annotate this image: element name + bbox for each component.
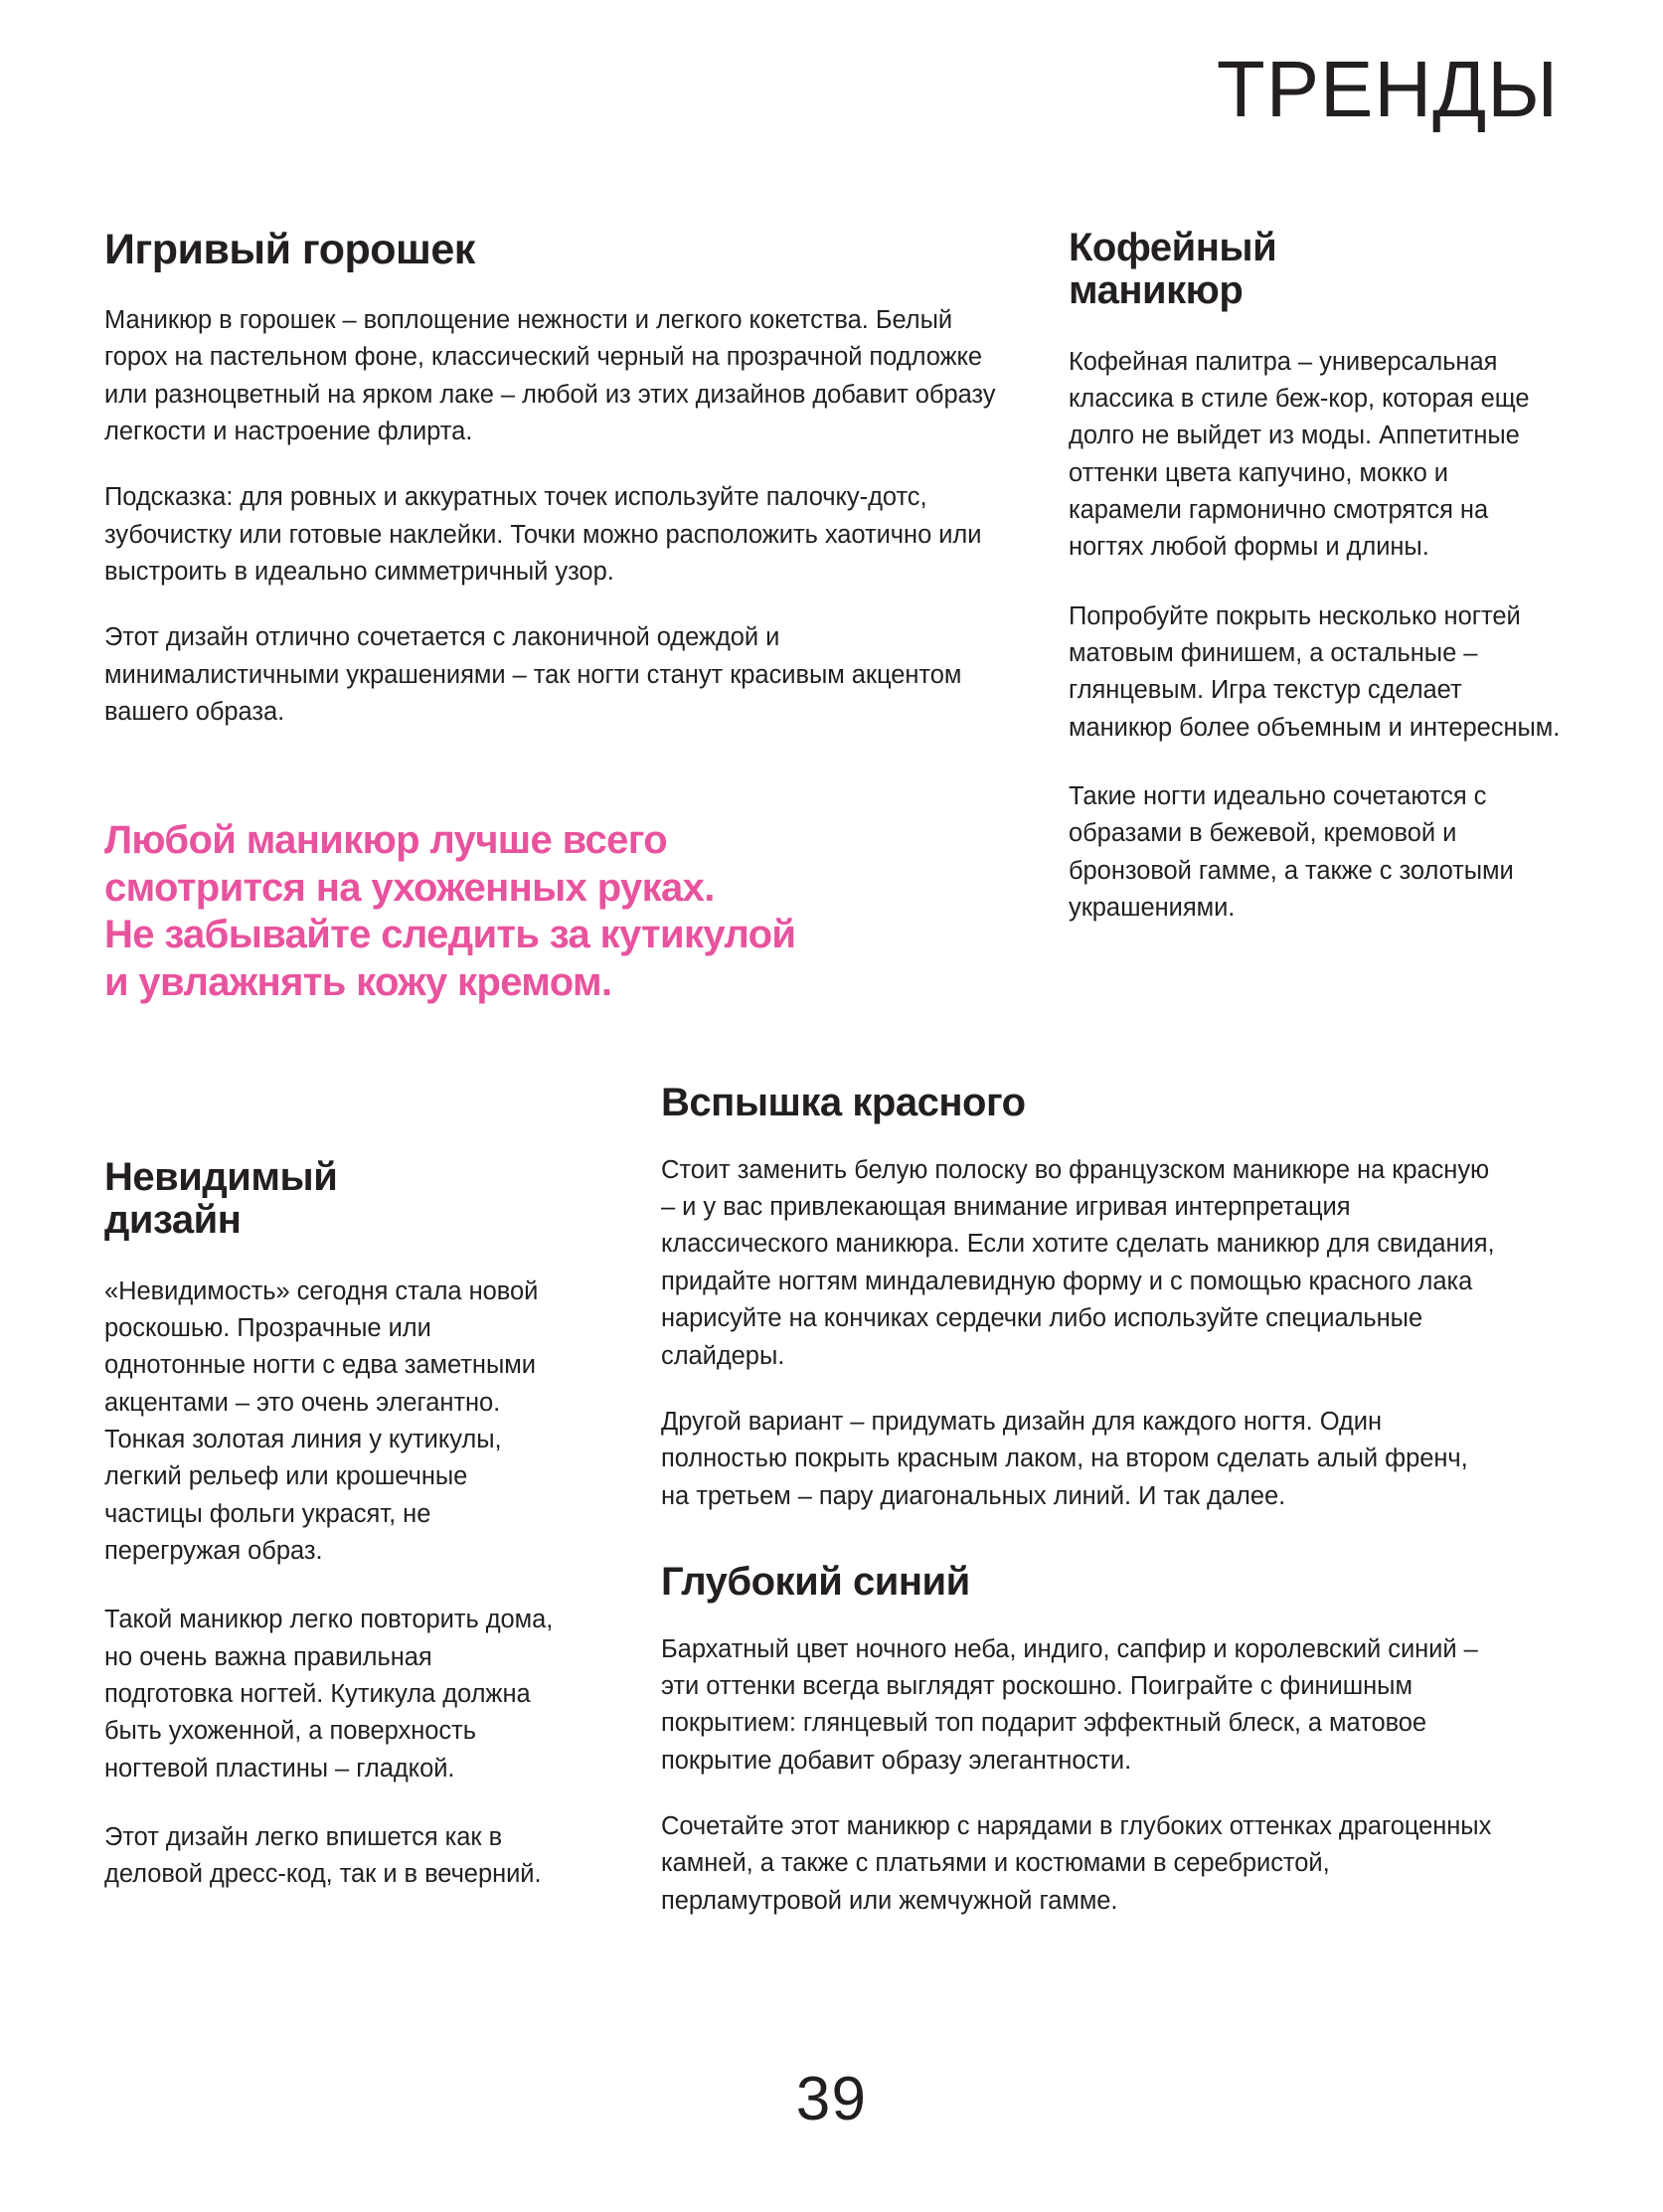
polka-dots-heading: Игривый горошек [104,226,475,273]
coffee-paragraph-2: Попробуйте покрыть несколько ногтей матовым финишем, а остальные – глянцевым. Игра текстур сделает маникюр более объемным и интересным. [1069,601,1561,742]
page-header [1216,45,1559,133]
coffee-heading-line-1: Кофейный [1069,226,1277,269]
callout-line-3: Не забывайте следить за кутикулой [104,913,796,957]
coffee-paragraph-3: Такие ногти идеально сочетаются с образами в бежевой, кремовой и бронзовой гамме, а также с золотыми украшениями. [1069,782,1514,923]
invisible-heading-line-2: дизайн [104,1197,242,1242]
section-kicker-title: ТРЕНДЫ [1216,45,1559,133]
invisible-heading [104,1156,562,1242]
red-flash-heading: Вспышка красного [661,1081,1026,1124]
article-invisible-design [104,1156,562,1926]
polka-dots-paragraph-2: Подсказка: для ровных и аккуратных точек используйте палочку-дотс, зубочистку или готовые наклейки. Точки можно расположить хаотично или выстроить в идеально симметричный узор. [104,483,982,587]
article-polka-dots [104,227,999,731]
invisible-paragraph-3: Этот дизайн легко впишется как в деловой дресс-код, так и в вечерний. [104,1823,542,1889]
deep-blue-heading: Глубокий синий [661,1559,970,1604]
red-flash-paragraph-2: Другой вариант – придумать дизайн для каждого ногтя. Один полностью покрыть красным лаком, на втором сделать алый френч, на третьем – пару диагональных линий. И так далее. [661,1407,1468,1510]
coffee-heading-line-2: маникюр [1069,267,1244,312]
coffee-heading [1069,227,1566,312]
deep-blue-paragraph-1: Бархатный цвет ночного неба, индиго, сапфир и королевский синий – эти оттенки всегда выглядят роскошно. Поиграйте с финишным покрытием: глянцевый топ подарит эффектный блеск, а матовое покрытие добавит образу элегантности. [661,1634,1478,1775]
polka-dots-paragraph-1: Маникюр в горошек – воплощение нежности и легкого кокетства. Белый горох на пастельном фоне, классический черный на прозрачной подложке или разноцветный на ярком лаке – любой из этих дизайнов добавит образу легкости и настроение флирта. [104,306,996,446]
callout-line-4: и увлажнять кожу кремом. [104,959,612,1004]
article-red-flash-and-deep-blue [661,1082,1496,1920]
deep-blue-paragraph-2: Сочетайте этот маникюр с нарядами в глубоких оттенках драгоценных камней, а также с платьями и костюмами в серебристой, перламутровой или жемчужной гамме. [661,1812,1492,1915]
callout-line-2: смотрится на ухоженных руках. [104,865,715,910]
polka-dots-paragraph-3: Этот дизайн отлично сочетается с лаконичной одеждой и минималистичными украшениями – так ногти станут красивым акцентом вашего образа. [104,623,962,727]
callout-line-1: Любой маникюр лучше всего [104,818,668,862]
coffee-paragraph-1: Кофейная палитра – универсальная классика в стиле беж-кор, которая еще долго не выйдет из моды. Аппетитные оттенки цвета капучино, мокко и карамели гармонично смотрятся на ногтях любой формы и длины. [1069,347,1530,562]
invisible-paragraph-2: Такой маникюр легко повторить дома, но очень важна правильная подготовка ногтей. Кутикула должна быть ухоженной, а поверхность ногтевой пластины – гладкой. [104,1606,554,1783]
article-coffee-manicure [1069,227,1566,958]
invisible-heading-line-1: Невидимый [104,1155,338,1199]
red-flash-paragraph-1: Стоит заменить белую полоску во французском маникюре на красную – и у вас привлекающая внимание игривая интерпретация классического маникюра. Если хотите сделать маникюр для свидания, придайте ногтям миндалевидную форму и с помощью красного лака нарисуйте на кончиках сердечки либо используйте специальные слайдеры. [661,1155,1495,1370]
page-number: 39 [795,2065,868,2133]
pink-callout [104,817,1158,1006]
invisible-paragraph-1: «Невидимость» сегодня стала новой роскошью. Прозрачные или однотонные ногти с едва заметными акцентами – это очень элегантно. Тонкая золотая линия у кутикулы, легкий рельеф или крошечные частицы фольги украсят, не перегружая образ. [104,1276,539,1565]
